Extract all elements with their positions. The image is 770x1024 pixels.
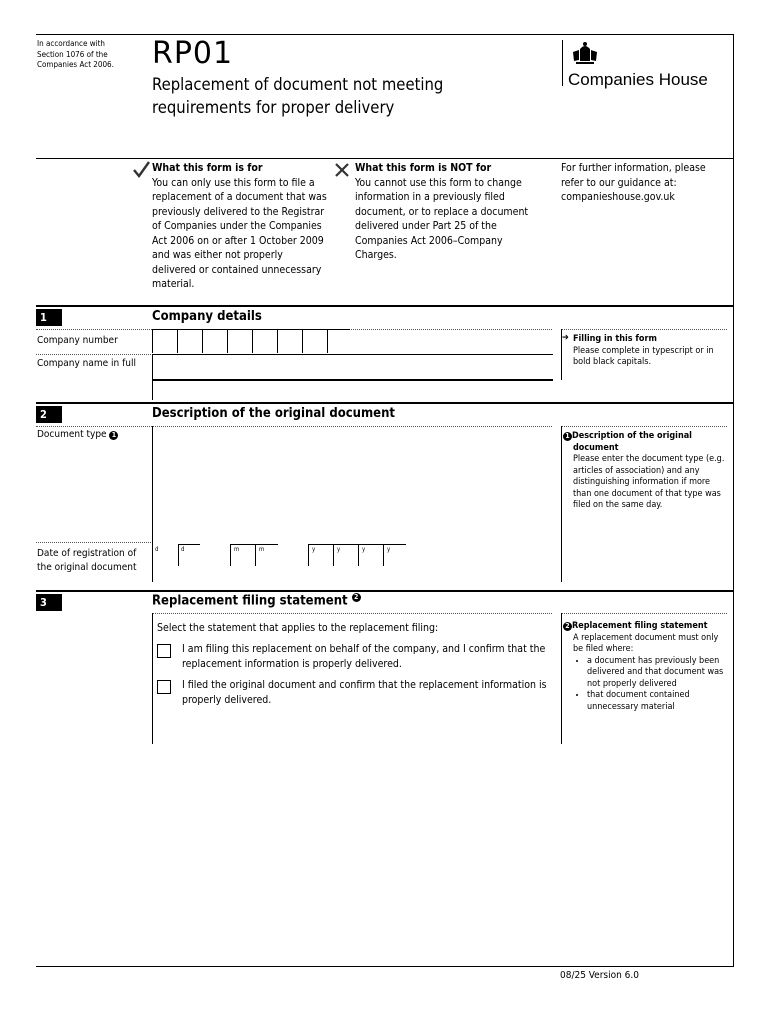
not-for-title: What this form is NOT for: [355, 162, 492, 174]
date-cell-day[interactable]: [152, 544, 200, 566]
note-1-icon: 1: [109, 431, 118, 440]
arrow-icon: ➔: [562, 333, 569, 343]
company-number-cell[interactable]: [252, 329, 253, 353]
intro-for-block: [152, 161, 327, 292]
for-text: You can only use this form to file a replacement of a document that was previously delivered to the Registrar of Companies under the Companies Act 2006 on or after 1 October 2009 and was either not properly delivered or contained unnecessary material.: [152, 176, 327, 290]
section1-title: Company details: [152, 309, 262, 324]
section3-number: 3: [36, 594, 62, 611]
date-label-line2: the original document: [37, 562, 137, 573]
date-input[interactable]: [152, 542, 412, 582]
intro-rule: [36, 158, 734, 159]
section2-side-dotrule: [561, 426, 727, 427]
company-number-cell[interactable]: [302, 329, 303, 353]
section1-side-note: [573, 334, 728, 369]
section3-title: Replacement filing statement: [152, 593, 348, 609]
note-1-icon: 1: [563, 432, 572, 441]
section1-number: 1: [36, 309, 62, 326]
company-number-cell[interactable]: [202, 329, 203, 353]
legal-note: In accordance with Section 1076 of the Companies Act 2006.: [37, 39, 114, 69]
cross-icon: [334, 162, 350, 182]
section3-side-bullet: • that document contained unnecessary material: [587, 690, 728, 713]
section3-title-wrap: [152, 593, 361, 608]
section2-rule: [36, 402, 734, 404]
not-for-text: You cannot use this form to change information in a previously filed document, or to replace a document delivered under Part 25 of the Companies Act 2006–Company Charges.: [355, 176, 529, 261]
section3-side-list: [563, 656, 728, 714]
section1-rule: [36, 305, 734, 307]
bottom-rule: [36, 966, 734, 967]
company-number-cell[interactable]: [327, 329, 328, 353]
date-placeholder: y: [312, 546, 316, 553]
date-label-line1: Date of registration of: [37, 548, 137, 559]
section3-side-bullet: • a document has previously been delivered and that document was not properly delivered: [587, 656, 728, 691]
company-number-label: Company number: [37, 335, 118, 346]
section3-side-heading: [563, 621, 728, 633]
check-icon: [131, 160, 151, 184]
company-number-cell[interactable]: [277, 329, 278, 353]
section3-side-dotrule: [561, 613, 727, 614]
company-number-input[interactable]: [152, 329, 352, 354]
note-2-icon: 2: [563, 622, 572, 631]
logo-divider: [562, 40, 563, 86]
section3-side-intro: A replacement document must only be filed where:: [573, 632, 719, 654]
section2-side-text: Please enter the document type (e.g. articles of association) and any distinguishing information if more than one document of that type was filed on the same day.: [573, 454, 725, 510]
company-name-label: Company name in full: [37, 358, 136, 369]
date-placeholder: y: [362, 546, 366, 553]
row-rule: [36, 354, 151, 355]
section2-title: Description of the original document: [152, 406, 396, 421]
section1-side-divider: [561, 329, 562, 380]
right-border: [733, 34, 734, 967]
document-type-text: Document type: [37, 429, 107, 440]
version-label: 08/25 Version 6.0: [560, 970, 639, 981]
company-number-cell[interactable]: [152, 329, 153, 353]
section2-side-title: Description of the original document: [572, 431, 692, 453]
section3-dotrule: [152, 613, 552, 614]
document-type-label: [37, 430, 118, 441]
option1-label[interactable]: I am filing this replacement on behalf of the company, and I confirm that the replacement information is properly delivered.: [182, 643, 546, 670]
company-name-input-line1[interactable]: [152, 354, 553, 380]
section2-side-heading: [563, 431, 728, 454]
form-code: RP01: [152, 36, 234, 71]
date-placeholder: y: [337, 546, 341, 553]
option2-label[interactable]: I filed the original document and confirm that the replacement information is properly delivered.: [182, 679, 547, 706]
document-type-input[interactable]: [152, 426, 553, 542]
further-info: For further information, please refer to our guidance at: companieshouse.gov.uk: [561, 162, 706, 203]
note-2-icon: 2: [352, 593, 361, 602]
royal-crest-icon: [570, 40, 600, 66]
section3-side-divider: [561, 613, 562, 744]
section2-side-divider: [561, 426, 562, 582]
section2-number: 2: [36, 406, 62, 423]
top-rule: [36, 34, 734, 35]
intro-not-for-block: [355, 161, 535, 263]
date-cell-month[interactable]: [230, 544, 280, 566]
form-title-line2: requirements for proper delivery: [152, 98, 395, 117]
date-label: [37, 547, 137, 575]
section3-rule: [36, 590, 734, 592]
section1-side-title: Filling in this form: [573, 334, 657, 344]
section1-side-dotrule: [561, 329, 727, 330]
date-placeholder: y: [387, 546, 391, 553]
date-placeholder: d: [155, 546, 159, 553]
company-number-cell[interactable]: [177, 329, 178, 353]
section1-side-text: Please complete in typescript or in bold black capitals.: [573, 345, 714, 367]
section3-left-border: [152, 613, 153, 744]
date-placeholder: m: [259, 546, 265, 553]
section3-side-note: [563, 621, 728, 713]
option2-checkbox[interactable]: [157, 680, 171, 694]
date-placeholder: d: [181, 546, 185, 553]
logo-text: Companies House: [568, 70, 708, 89]
date-row-rule: [36, 542, 151, 543]
for-title: What this form is for: [152, 162, 263, 174]
section3-side-title: Replacement filing statement: [572, 621, 708, 631]
section2-side-note: [563, 431, 728, 512]
option1-checkbox[interactable]: [157, 644, 171, 658]
company-number-cell[interactable]: [227, 329, 228, 353]
date-cell-year[interactable]: [308, 544, 410, 566]
section3-instruction: Select the statement that applies to the replacement filing:: [157, 622, 439, 634]
date-placeholder: m: [234, 546, 240, 553]
form-title-line1: Replacement of document not meeting: [152, 75, 444, 94]
company-name-input-line2[interactable]: [152, 380, 553, 400]
